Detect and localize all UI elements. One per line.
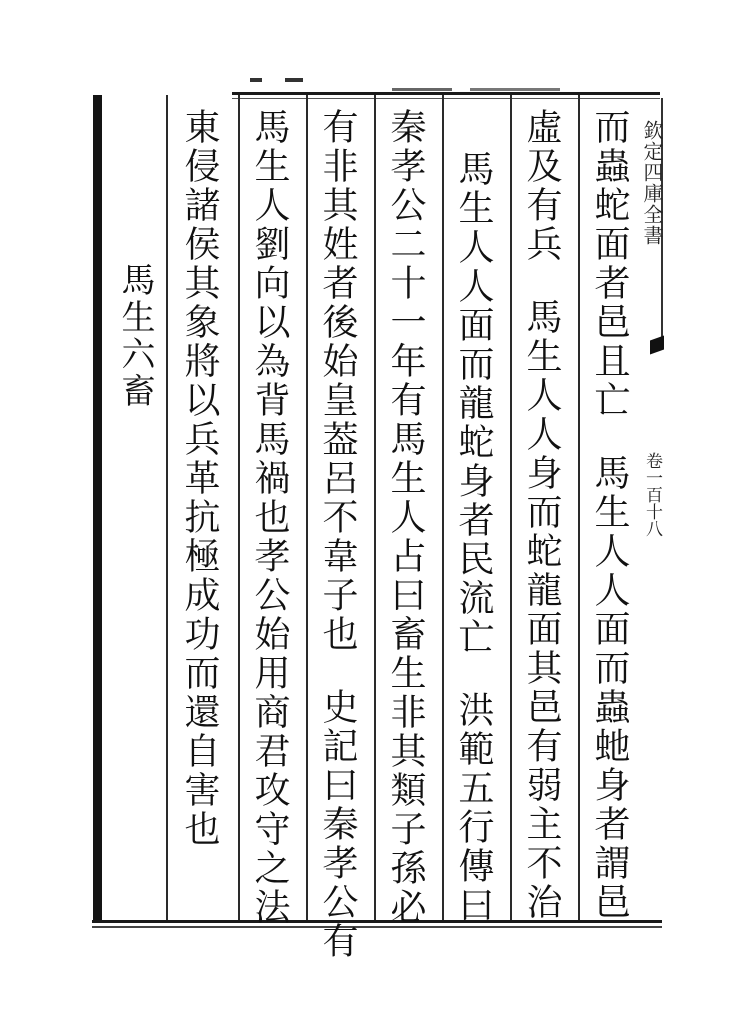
text-column-1	[588, 108, 630, 922]
bottom-border-rule	[92, 920, 662, 923]
text-segment: 虛及有兵	[521, 108, 562, 264]
text-column-4	[384, 108, 426, 927]
text-segment: 史記曰秦孝公有	[317, 688, 358, 961]
column-divider	[166, 95, 168, 920]
bottom-border-rule-thin	[92, 926, 662, 928]
text-segment: 東侵諸侯其象將以兵革抗極成功而還自害也	[179, 108, 220, 849]
volume-number: 卷一百十八	[642, 452, 662, 537]
top-border-rule	[232, 92, 660, 95]
text-segment: 馬生人人面而龍蛇身者民流亡	[453, 150, 494, 657]
ink-speck	[285, 78, 303, 82]
column-divider	[306, 95, 308, 920]
text-column-5	[316, 108, 358, 961]
column-divider	[374, 95, 376, 920]
ink-speck	[250, 78, 262, 82]
text-column-3	[452, 150, 494, 925]
column-divider	[578, 95, 580, 920]
text-segment: 馬生人人面而蟲虵身者謂邑	[589, 454, 630, 922]
text-segment: 秦孝公二十一年有馬生人占曰畜生非其類子孫必	[385, 108, 426, 927]
text-column-6	[248, 108, 290, 927]
text-segment: 馬生人劉向以為背馬禍也孝公始用商君攻守之法	[249, 108, 290, 927]
column-divider	[510, 95, 512, 920]
top-border-rule-thin	[232, 98, 660, 99]
text-column-2	[520, 108, 562, 922]
text-segment: 有非其姓者後始皇葢呂不韋子也	[317, 108, 358, 654]
text-segment: 馬生人人身而蛇龍面其邑有弱主不治	[521, 298, 562, 922]
section-label: 馬生六畜	[115, 262, 155, 410]
left-border-bar	[93, 95, 102, 920]
ink-speck	[392, 88, 452, 91]
text-column-7	[178, 108, 220, 849]
text-segment: 而蟲蛇面者邑且亡	[589, 108, 630, 420]
column-divider	[442, 95, 444, 920]
book-title: 欽定四庫全書	[640, 120, 664, 246]
text-segment: 洪範五行傳曰	[453, 691, 494, 925]
column-divider	[238, 95, 240, 920]
ink-speck	[470, 88, 560, 91]
